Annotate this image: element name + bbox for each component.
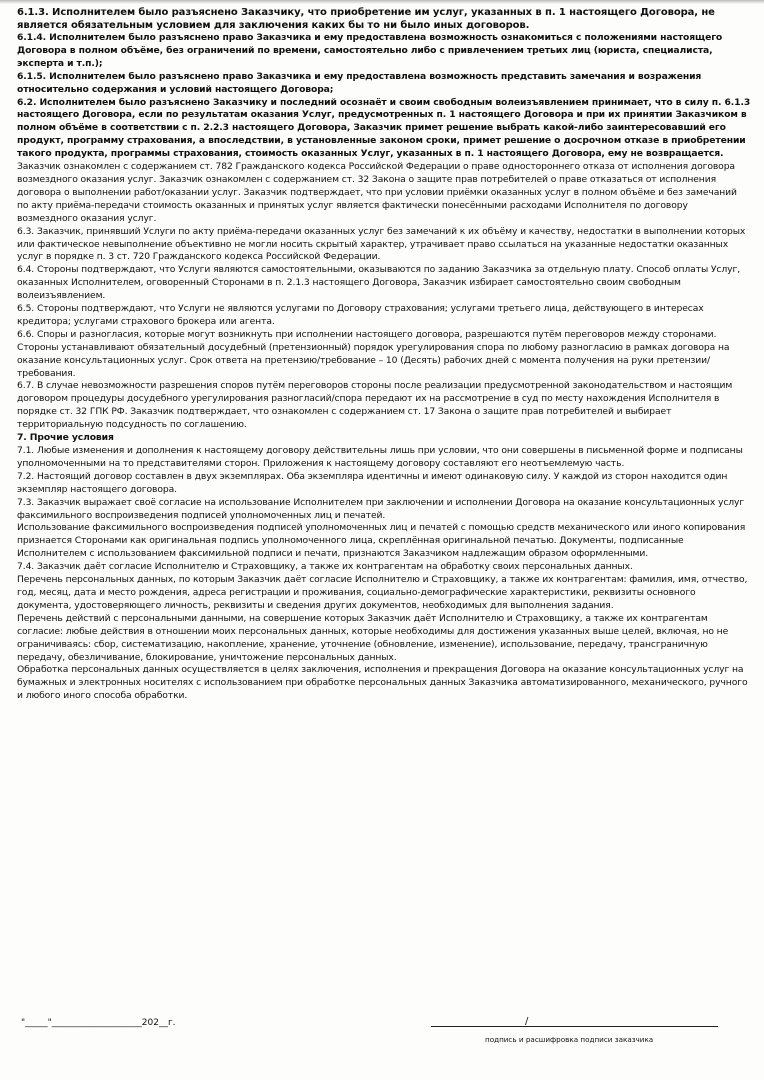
signature-footer (17, 1012, 751, 1052)
personal-data-actions: Перечень действий с персональными данными, на совершение которых Заказчик даёт Исполнителю и Страховщику, а также их контрагентам согласие: любые действия в отношении моих персональных данных, которые необходимы для достижения указанных выше целей, включая, но не ограничиваясь: сбор, систематизацию, накопление, хранение, уточнение (обновление, изменение), использование, передачу, трансграничную передачу, обезличивание, блокирование, уничтожение персональных данных. (17, 612, 729, 663)
clause-6-1-4: 6.1.4. Исполнителем было разъяснено право Заказчика и ему предоставлена возможность ознакомиться с положениями настоящего Договора в полном объёме, без ограничений по времени, самостоятельно либо с привлечением третьих лиц (юриста, специалиста, эксперта и т.п.); (17, 32, 723, 69)
signature-caption: подпись и расшифровка подписи заказчика (485, 1035, 654, 1044)
scan-edge-shadow (0, 0, 764, 4)
clause-6-1-5: 6.1.5. Исполнителем было разъяснено право Заказчика и ему предоставлена возможность представить замечания и возражения относительно содержания и условий настоящего Договора; (17, 70, 702, 95)
clause-7-2: 7.2. Настоящий договор составлен в двух экземплярах. Оба экземпляра идентичны и имеют одинаковую силу. У каждой из сторон находится один экземпляр настоящего договора. (17, 470, 728, 495)
clause-6-2: 6.2. Исполнителем было разъяснено Заказчику и последний осознаёт и своим свободным волеизъявлением принимает, что в силу п. 6.1.3 настоящего Договора, если по результатам оказания Услуг, предусмотренных п. 1 настоящего Договора и при их принятии Заказчиком в полном объёме в соответствии с п. 2.2.3 настоящего Договора, Заказчик примет решение выбрать какой-либо заинтересовавший его продукт, программу страхования, а впоследствии, в установленные законом сроки, примет решение о досрочном отказе в приобретении такого продукта, программы страхования, стоимость оказанных Услуг, указанных в п. 1 настоящего Договора, ему не возвращается. (17, 96, 751, 160)
contract-page (17, 6, 751, 703)
clause-7-3: 7.3. Заказчик выражает своё согласие на использование Исполнителем при заключении и исполнении Договора на оказание консультационных услуг факсимильного воспроизведения подписей уполномоченных лиц и печатей. (17, 496, 745, 521)
signature-slash: / (525, 1016, 529, 1027)
date-line: "_____"____________________202__г. (21, 1018, 176, 1028)
personal-data-processing: Обработка персональных данных осуществляется в целях заключения, исполнения и прекращения Договора на оказание консультационных услуг на бумажных и электронных носителях с использованием при обработке персональных данных Заказчика автоматизированного, механического, ручного и любого иного способа обработки. (17, 664, 748, 702)
clause-6-5: 6.5. Стороны подтверждают, что Услуги не являются услугами по Договору страхования; услугами третьего лица, действующего в интересах кредитора; услугами страхового брокера или агента. (17, 303, 704, 327)
section-7-heading: 7. Прочие условия (17, 432, 114, 444)
clause-6-1-3: 6.1.3. Исполнителем было разъяснено Заказчику, что приобретение им услуг, указанных в п. 1 настоящего Договора, не является обязательным условием для заключения каких бы то ни было иных договоров. (17, 7, 715, 31)
clause-facsimile: Использование факсимильного воспроизведения подписей уполномоченных лиц и печатей с помощью средств механического или иного копирования признается Сторонами как оригинальная подпись уполномоченного лица, скреплённая оригинальной печатью. Документы, подписанные Исполнителем с использованием факсимильной подписи и печати, признаются Заказчиком надлежащим образом оформленными. (17, 522, 746, 560)
clause-6-6: 6.6. Споры и разногласия, которые могут возникнуть при исполнении настоящего договора, разрешаются путём переговоров между сторонами. Стороны устанавливают обязательный досудебный (претензионный) порядок урегулирования спора по любому разногласию в рамках договора на оказание консультационных услуг. Срок ответа на претензию/требование – 10 (Десять) рабочих дней с момента получения на руки претензии/требования. (17, 328, 730, 379)
clause-6-7: 6.7. В случае невозможности разрешения споров путём переговоров стороны после реализации предусмотренной законодательством и настоящим договором процедуры досудебного урегулирования разногласий/спора передают их на рассмотрение в суд по месту нахождения Исполнителя в порядке ст. 32 ГПК РФ. Заказчик подтверждает, что ознакомлен с содержанием ст. 17 Закона о защите прав потребителей и выбирает территориальную подсудность по соглашению. (17, 380, 733, 431)
clause-6-3: 6.3. Заказчик, принявший Услуги по акту приёма-передачи оказанных услуг без замечаний к их объёму и качеству, недостатки в выполнении которых или фактическое невыполнение объективно не могли носить скрытый характер, утрачивает право ссылаться на указанные недостатки оказанных услуг в порядке п. 3 ст. 720 Гражданского кодекса Российской Федерации. (17, 225, 746, 263)
signature-line (431, 1026, 718, 1027)
clause-7-1: 7.1. Любые изменения и дополнения к настоящему договору действительны лишь при условии, что они совершены в письменной форме и подписаны уполномоченными на то представителями сторон. Приложения к настоящему договору составляют его неотъемлемую часть. (17, 445, 743, 469)
clause-acquaintance: Заказчик ознакомлен с содержанием ст. 782 Гражданского кодекса Российской Федерации о праве одностороннего отказа от исполнения договора возмездного оказания услуг. Заказчик ознакомлен с содержанием ст. 32 Закона о защите прав потребителей о праве отказаться от исполнения договора о выполнении работ/оказании услуг. Заказчик подтверждает, что при условии приёмки оказанных услуг в полном объёме и без замечаний по акту приёма-передачи стоимость оказанных и принятых услуг является фактически понесёнными расходами Исполнителя по договору возмездного оказания услуг. (17, 161, 737, 224)
personal-data-list: Перечень персональных данных, по которым Заказчик даёт согласие Исполнителю и Страховщику, а также их контрагентам: фамилия, имя, отчество, год, месяц, дата и место рождения, адреса регистрации и проживания, социально-демографические характеристики, реквизиты основного документа, удостоверяющего личность, реквизиты и сведения других документов, необходимых для выполнения задания. (17, 574, 748, 611)
clause-6-4: 6.4. Стороны подтверждают, что Услуги являются самостоятельными, оказываются по заданию Заказчика за отдельную плату. Способ оплаты Услуг, оказанных Исполнителем, оговоренный Сторонами в п. 2.1.3 настоящего Договора, Заказчик избирает самостоятельно своим свободным волеизъявлением. (17, 264, 741, 302)
clause-7-4: 7.4. Заказчик даёт согласие Исполнителю и Страховщику, а также их контрагентам на обработку своих персональных данных. (17, 561, 633, 573)
